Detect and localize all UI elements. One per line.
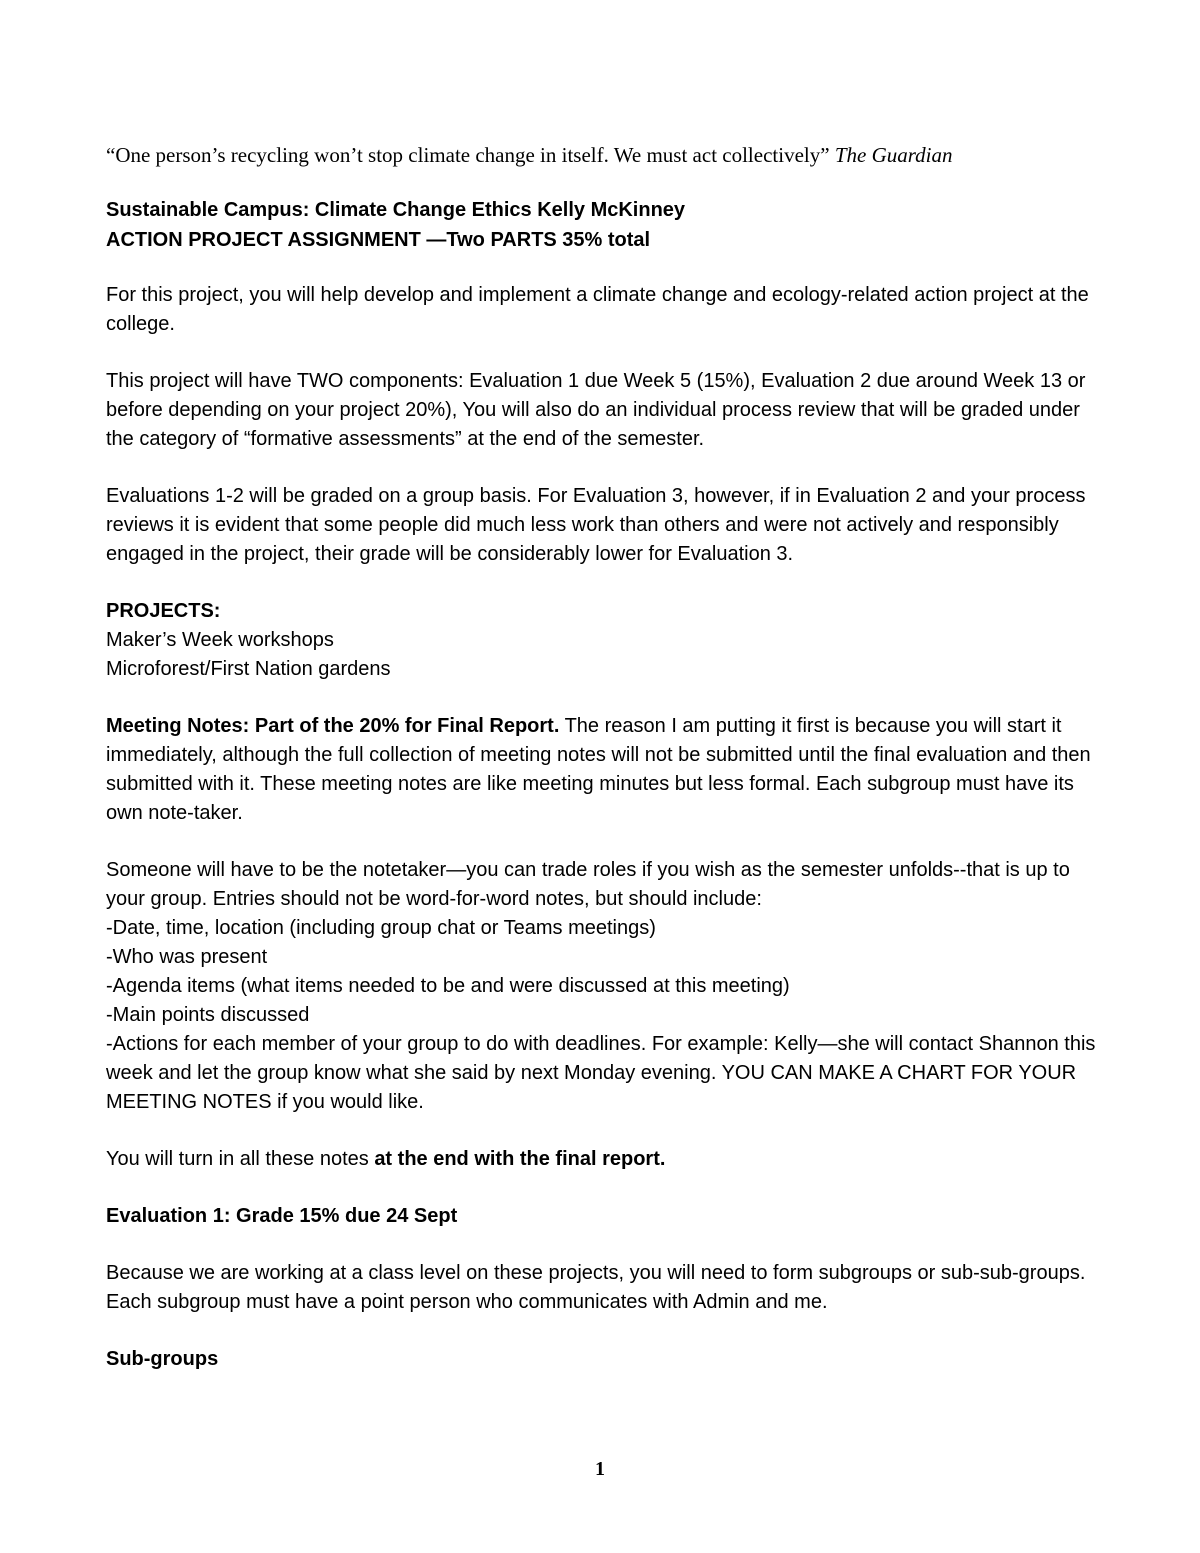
document-body — [106, 142, 1096, 1402]
turn-in-text: You will turn in all these notes — [106, 1148, 375, 1170]
intro-paragraph-2: This project will have TWO components: Evaluation 1 due Week 5 (15%), Evaluation 2 due around Week 13 or before depending on your project 20%), You will also do an individual process review that will be graded under the category of “formative assessments” at the end of the semester. — [106, 370, 1086, 450]
document-header — [106, 195, 1096, 255]
subgroups-heading: Sub-groups — [106, 1348, 219, 1370]
projects-heading: PROJECTS: — [106, 600, 221, 622]
quote-source: The Guardian — [834, 143, 953, 167]
notes-list-item: -Who was present — [106, 946, 268, 968]
course-title: Sustainable Campus: Climate Change Ethics Kelly McKinney — [106, 199, 686, 221]
evaluation1-text: Because we are working at a class level on these projects, you will need to form subgroups or sub-sub-groups. Each subgroup must have a point person who communicates with Admin and me. — [106, 1262, 1086, 1313]
notes-list-item: -Date, time, location (including group chat or Teams meetings) — [106, 917, 656, 939]
page-number: 1 — [595, 1458, 605, 1480]
intro-paragraph-1: For this project, you will help develop and implement a climate change and ecology-related action project at the college. — [106, 284, 1089, 335]
project-item: Maker’s Week workshops — [106, 629, 334, 651]
intro-paragraph-3: Evaluations 1-2 will be graded on a group basis. For Evaluation 3, however, if in Evaluation 2 and your process reviews it is evident that some people did much less work than others and were not actively and responsibly engaged in the project, their grade will be considerably lower for Evaluation 3. — [106, 485, 1086, 565]
assignment-title: ACTION PROJECT ASSIGNMENT —Two PARTS 35% total — [106, 229, 651, 251]
meeting-notes-paragraph — [106, 712, 1096, 828]
notes-list-item: -Main points discussed — [106, 1004, 310, 1026]
quote-text: “One person’s recycling won’t stop climate change in itself. We must act collectively” — [106, 143, 835, 167]
epigraph-quote — [106, 142, 1096, 169]
notetaker-section — [106, 856, 1096, 1117]
evaluation1-heading: Evaluation 1: Grade 15% due 24 Sept — [106, 1205, 458, 1227]
notes-list-item: -Actions for each member of your group to do with deadlines. For example: Kelly—she will contact Shannon this week and let the group know what she said by next Monday evening. YOU CAN MAKE A CHART FOR YOUR MEETING NOTES if you would like. — [106, 1033, 1096, 1113]
notes-list-item: -Agenda items (what items needed to be and were discussed at this meeting) — [106, 975, 790, 997]
notetaker-intro: Someone will have to be the notetaker—you can trade roles if you wish as the semester unfolds--that is up to your group. Entries should not be word-for-word notes, but should include: — [106, 859, 1070, 910]
meeting-notes-heading: Meeting Notes: Part of the 20% for Final Report. — [106, 715, 560, 737]
projects-section — [106, 597, 1096, 684]
meeting-notes-text: The reason I am putting it first is because you will start it immediately, although the full collection of meeting notes will not be submitted until the final evaluation and then submitted with it. These meeting notes are like meeting minutes but less formal. Each subgroup must have its own note-taker. — [106, 715, 1091, 824]
turn-in-emphasis: at the end with the final report. — [374, 1148, 666, 1170]
turn-in-paragraph — [106, 1145, 1096, 1174]
project-item: Microforest/First Nation gardens — [106, 658, 391, 680]
